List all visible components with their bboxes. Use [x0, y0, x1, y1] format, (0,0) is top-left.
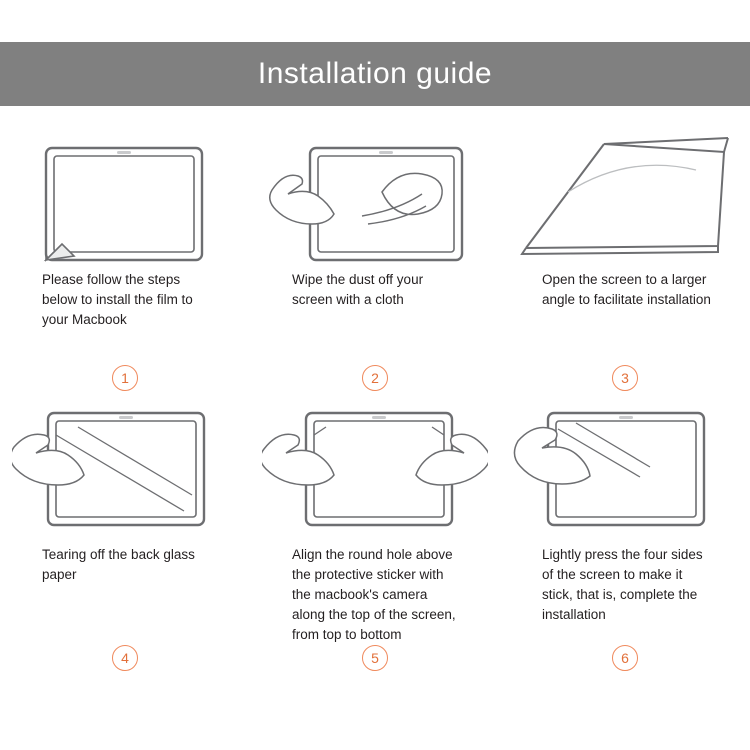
- step-5-illustration: [262, 405, 488, 545]
- step-5-caption: Align the round hole above the protective sticker with the macbook's camera along the top of the screen, from top to bottom: [292, 547, 456, 642]
- step-card-5: [250, 405, 500, 680]
- step-2-number-wrap: [250, 365, 500, 391]
- step-number-badge: 5: [362, 645, 388, 671]
- step-1-caption: Please follow the steps below to install the film to your Macbook: [42, 272, 193, 327]
- step-4-number-wrap: [0, 645, 250, 671]
- step-3-number-wrap: [500, 365, 750, 391]
- step-card-2: [250, 130, 500, 405]
- step-3-illustration: [512, 130, 738, 270]
- step-1-illustration: [12, 130, 238, 270]
- step-1-number-wrap: [0, 365, 250, 391]
- step-number-badge: 1: [112, 365, 138, 391]
- header-bar: [0, 42, 750, 106]
- step-number-badge: 4: [112, 645, 138, 671]
- step-card-3: [500, 130, 750, 405]
- step-5-number-wrap: [250, 645, 500, 671]
- step-4-caption: Tearing off the back glass paper: [42, 547, 195, 582]
- steps-grid: [0, 130, 750, 680]
- page-title: Installation guide: [257, 57, 493, 90]
- step-6-number-wrap: [500, 645, 750, 671]
- step-card-6: [500, 405, 750, 680]
- step-number-badge: 3: [612, 365, 638, 391]
- step-2-illustration: [262, 130, 488, 270]
- step-3-caption: Open the screen to a larger angle to facilitate installation: [542, 272, 711, 307]
- step-6-caption: Lightly press the four sides of the screen to make it stick, that is, complete the installation: [542, 547, 703, 622]
- step-2-caption: Wipe the dust off your screen with a cloth: [292, 272, 424, 307]
- step-card-1: [0, 130, 250, 405]
- step-number-badge: 2: [362, 365, 388, 391]
- step-4-illustration: [12, 405, 238, 545]
- step-6-illustration: [512, 405, 738, 545]
- step-number-badge: 6: [612, 645, 638, 671]
- step-card-4: [0, 405, 250, 680]
